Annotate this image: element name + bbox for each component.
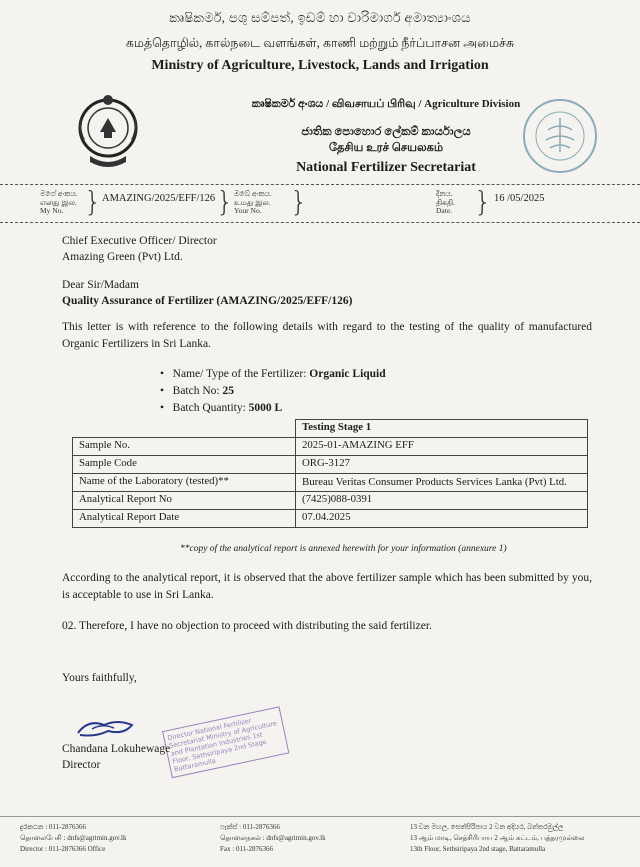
footer-phone-column: දුරකථන : 011-2876366 தொலைபேசி : dnfs@agrimin.gov.lk Director : 011-2876366 Office: [20, 823, 127, 853]
testing-stage-header: Testing Stage 1: [296, 420, 588, 438]
table-row-value: 07.04.2025: [296, 510, 588, 528]
table-row-value: (7425)088-0391: [296, 492, 588, 510]
table-row: [73, 438, 588, 456]
letter-date: 16 /05/2025: [494, 193, 545, 204]
reference-divider-bottom: [0, 222, 640, 223]
addressee-title: Chief Executive Officer/ Director: [62, 235, 217, 247]
addressee-company: Amazing Green (Pvt) Ltd.: [62, 251, 183, 263]
conclusion-paragraph: According to the analytical report, it is observed that the above fertilizer sample which has been submitted by you, is acceptable to use in Sri Lanka.: [62, 572, 592, 601]
secretariat-name-tamil: தேசிய உரச் செயலகம்: [328, 142, 444, 154]
secretariat-name-english: National Fertilizer Secretariat: [296, 160, 476, 175]
no-objection-paragraph: 02. Therefore, I have no objection to proceed with distributing the said fertilizer.: [62, 620, 432, 632]
table-row-label: Sample No.: [73, 438, 296, 456]
table-row-value: 2025-01-AMAZING EFF: [296, 438, 588, 456]
signatory-name: Chandana Lokuhewage: [62, 743, 171, 755]
brace-right-3: }: [474, 185, 492, 218]
division-line: කෘෂිකර්ම අංශය / விவசாயப் பிரிவு / Agriculture Division: [251, 98, 521, 110]
salutation: Dear Sir/Madam: [62, 279, 139, 291]
ministry-name-sinhala: කෘෂිකර්ම, පශු සම්පත්, ඉඩම් හා වාරිමාර්ග අමාත්‍යාංශය: [169, 10, 471, 25]
table-footnote: **copy of the analytical report is annexed herewith for your information (annexure 1): [180, 544, 507, 554]
official-stamp: Director National Fertilizer Secretariat Ministry of Agriculture and Plantation Industries 1st Floor, Sethsiripaya 2nd Stage Battaramulla: [162, 706, 294, 799]
bullet-dot: •: [160, 368, 165, 380]
brace-right-1: }: [216, 185, 234, 218]
date-label: දිනය. திகதி. Date.: [436, 189, 455, 215]
my-reference-number: AMAZING/2025/EFF/126: [102, 193, 216, 204]
footer-divider: [0, 816, 640, 817]
subject-line: Quality Assurance of Fertilizer (AMAZING/2025/EFF/126): [62, 295, 353, 307]
signature-mark: [74, 715, 140, 741]
table-row: [73, 510, 588, 528]
table-row: [73, 456, 588, 474]
bullet-dot: •: [160, 385, 165, 397]
bullet-batch-quantity: • Batch Quantity: 5000 L: [160, 402, 283, 414]
table-row-label: Analytical Report No: [73, 492, 296, 510]
testing-details-table: [72, 419, 588, 528]
table-row-label: Name of the Laboratory (tested)**: [73, 474, 296, 492]
intro-paragraph: This letter is with reference to the following details with regard to the testing of the quality of manufactured Organic Fertilizers in Sri Lanka.: [62, 321, 592, 350]
table-row: [73, 492, 588, 510]
secretariat-name-sinhala: ජාතික පොහොර ලේකම් කාර්යාලය: [301, 126, 471, 138]
footer-fax-column: ෆැක්ස් : 011-2876366 தொலைநகல் : dnfs@agrimin.gov.lk Fax : 011-2876366: [220, 823, 326, 853]
closing-line: Yours faithfully,: [62, 672, 137, 684]
signatory-title: Director: [62, 759, 101, 771]
brace-left-1: }: [84, 185, 102, 218]
sri-lanka-emblem-icon: [78, 88, 138, 172]
table-row: [73, 474, 588, 492]
ministry-name-english: Ministry of Agriculture, Livestock, Lands and Irrigation: [151, 58, 489, 73]
bullet-fertilizer-type: • Name/ Type of the Fertilizer: Organic Liquid: [160, 368, 386, 380]
table-header-row: [73, 420, 588, 438]
ministry-name-tamil: கமத்தொழில், கால்நடை வளங்கள், காணி மற்றும் நீர்ப்பாசன அமைச்சு: [125, 36, 515, 50]
my-no-label: මගේ අංකය. எனது இல. My No.: [40, 189, 78, 215]
table-header-blank: [73, 420, 296, 438]
bullet-batch-no: • Batch No: 25: [160, 385, 234, 397]
table-row-value: ORG-3127: [296, 456, 588, 474]
table-row-label: Sample Code: [73, 456, 296, 474]
bullet-dot: •: [160, 402, 165, 414]
your-no-label: ඔබේ අංකය. உமது இல. Your No.: [234, 189, 272, 215]
table-row-value: Bureau Veritas Consumer Products Services Lanka (Pvt) Ltd.: [296, 474, 588, 492]
brace-right-2: }: [290, 185, 308, 218]
footer-address-column: 13 වන මහල, සෙත්සිරිපාය 2 වන අදියර, බත්තරමුල්ල 13 ஆம் மாடி, செத்சிரிபாய 2 ஆம் கட்டம், பத்தரமுல்லை 13th Floor, Sethsiripaya 2nd stage, Battaramulla: [410, 823, 585, 853]
table-row-label: Analytical Report Date: [73, 510, 296, 528]
